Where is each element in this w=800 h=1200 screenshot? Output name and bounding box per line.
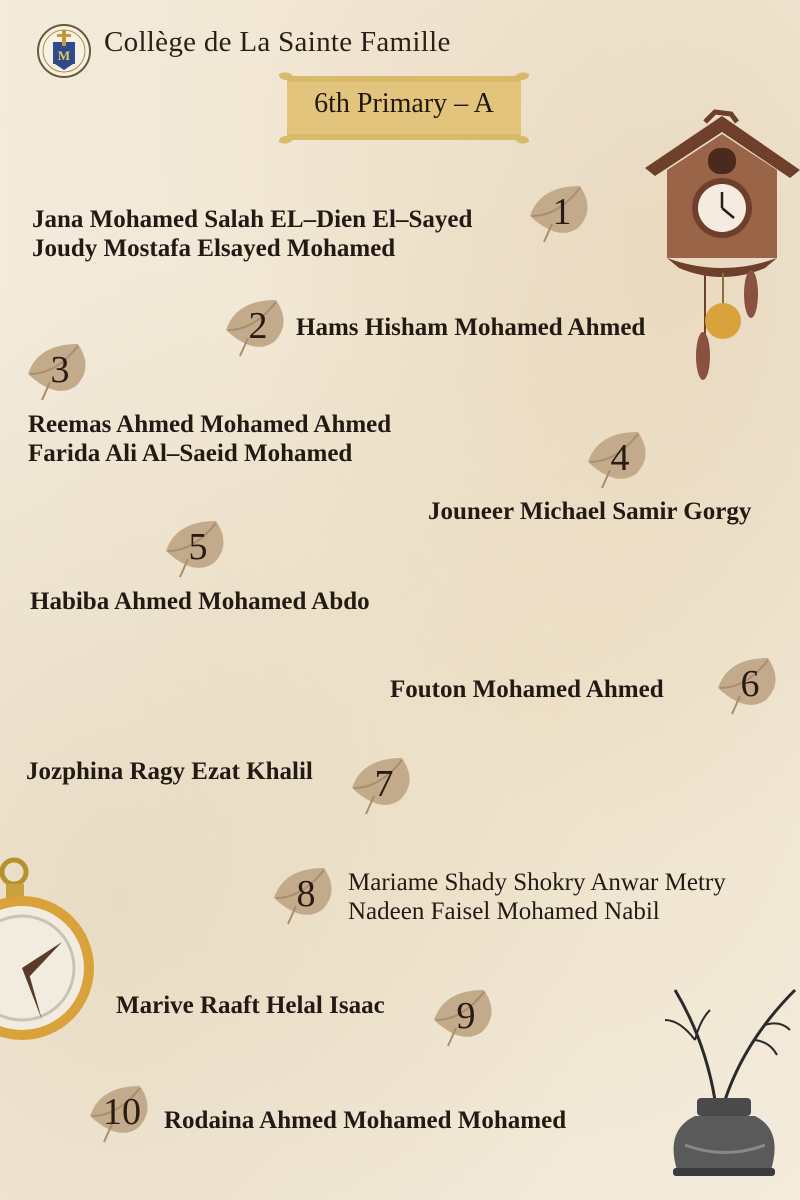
rank-10-names xyxy=(164,1106,566,1135)
rank-5-badge xyxy=(160,515,236,581)
rank-1-badge xyxy=(524,180,600,246)
student-name: Reemas Ahmed Mohamed Ahmed xyxy=(28,411,392,438)
rank-number: 10 xyxy=(103,1091,141,1133)
rank-6-badge xyxy=(712,652,788,718)
student-name: Rodaina Ahmed Mohamed Mohamed xyxy=(164,1107,567,1134)
rank-number: 7 xyxy=(374,763,394,805)
rank-6-names xyxy=(390,675,664,704)
rank-2-badge xyxy=(220,294,296,360)
school-crest-logo xyxy=(36,18,92,84)
rank-number: 1 xyxy=(552,191,572,233)
cuckoo-clock-icon xyxy=(645,108,800,388)
rank-number: 9 xyxy=(456,995,476,1037)
ink-pot-icon xyxy=(655,980,800,1180)
rank-number: 8 xyxy=(296,873,316,915)
rank-7-names xyxy=(26,757,313,786)
rank-number: 3 xyxy=(50,349,70,391)
school-name: Collège de La Sainte Famille xyxy=(104,26,451,58)
rank-number: 2 xyxy=(248,305,268,347)
student-name: Jana Mohamed Salah EL–Dien El–Sayed xyxy=(32,206,473,233)
rank-1-names xyxy=(32,205,472,263)
student-name: Joudy Mostafa Elsayed Mohamed xyxy=(32,235,396,262)
student-name: Mariame Shady Shokry Anwar Metry xyxy=(348,869,726,896)
pocket-watch-icon xyxy=(0,850,105,1040)
svg-text:M: M xyxy=(57,48,71,63)
rank-9-names xyxy=(116,991,385,1020)
student-name: Farida Ali Al–Saeid Mohamed xyxy=(28,440,353,467)
student-name: Jozphina Ragy Ezat Khalil xyxy=(26,758,313,785)
rank-3-names xyxy=(28,410,391,468)
rank-9-badge xyxy=(428,984,504,1050)
student-name: Nadeen Faisel Mohamed Nabil xyxy=(348,898,660,925)
rank-number: 4 xyxy=(610,437,630,479)
rank-7-badge xyxy=(346,752,422,818)
student-name: Fouton Mohamed Ahmed xyxy=(390,676,664,703)
student-name: Marive Raaft Helal Isaac xyxy=(116,992,385,1019)
class-label: 6th Primary – A xyxy=(314,88,494,119)
rank-8-badge xyxy=(268,862,344,928)
rank-10-badge xyxy=(84,1080,160,1146)
rank-4-badge xyxy=(582,426,658,492)
rank-3-badge xyxy=(22,338,98,404)
rank-number: 5 xyxy=(188,526,208,568)
rank-8-names xyxy=(348,868,726,926)
rank-2-names xyxy=(296,313,645,342)
student-name: Hams Hisham Mohamed Ahmed xyxy=(296,314,646,341)
rank-number: 6 xyxy=(740,663,760,705)
rank-4-names xyxy=(428,497,751,526)
rank-5-names xyxy=(30,587,370,616)
student-name: Habiba Ahmed Mohamed Abdo xyxy=(30,588,370,615)
student-name: Jouneer Michael Samir Gorgy xyxy=(428,498,752,525)
